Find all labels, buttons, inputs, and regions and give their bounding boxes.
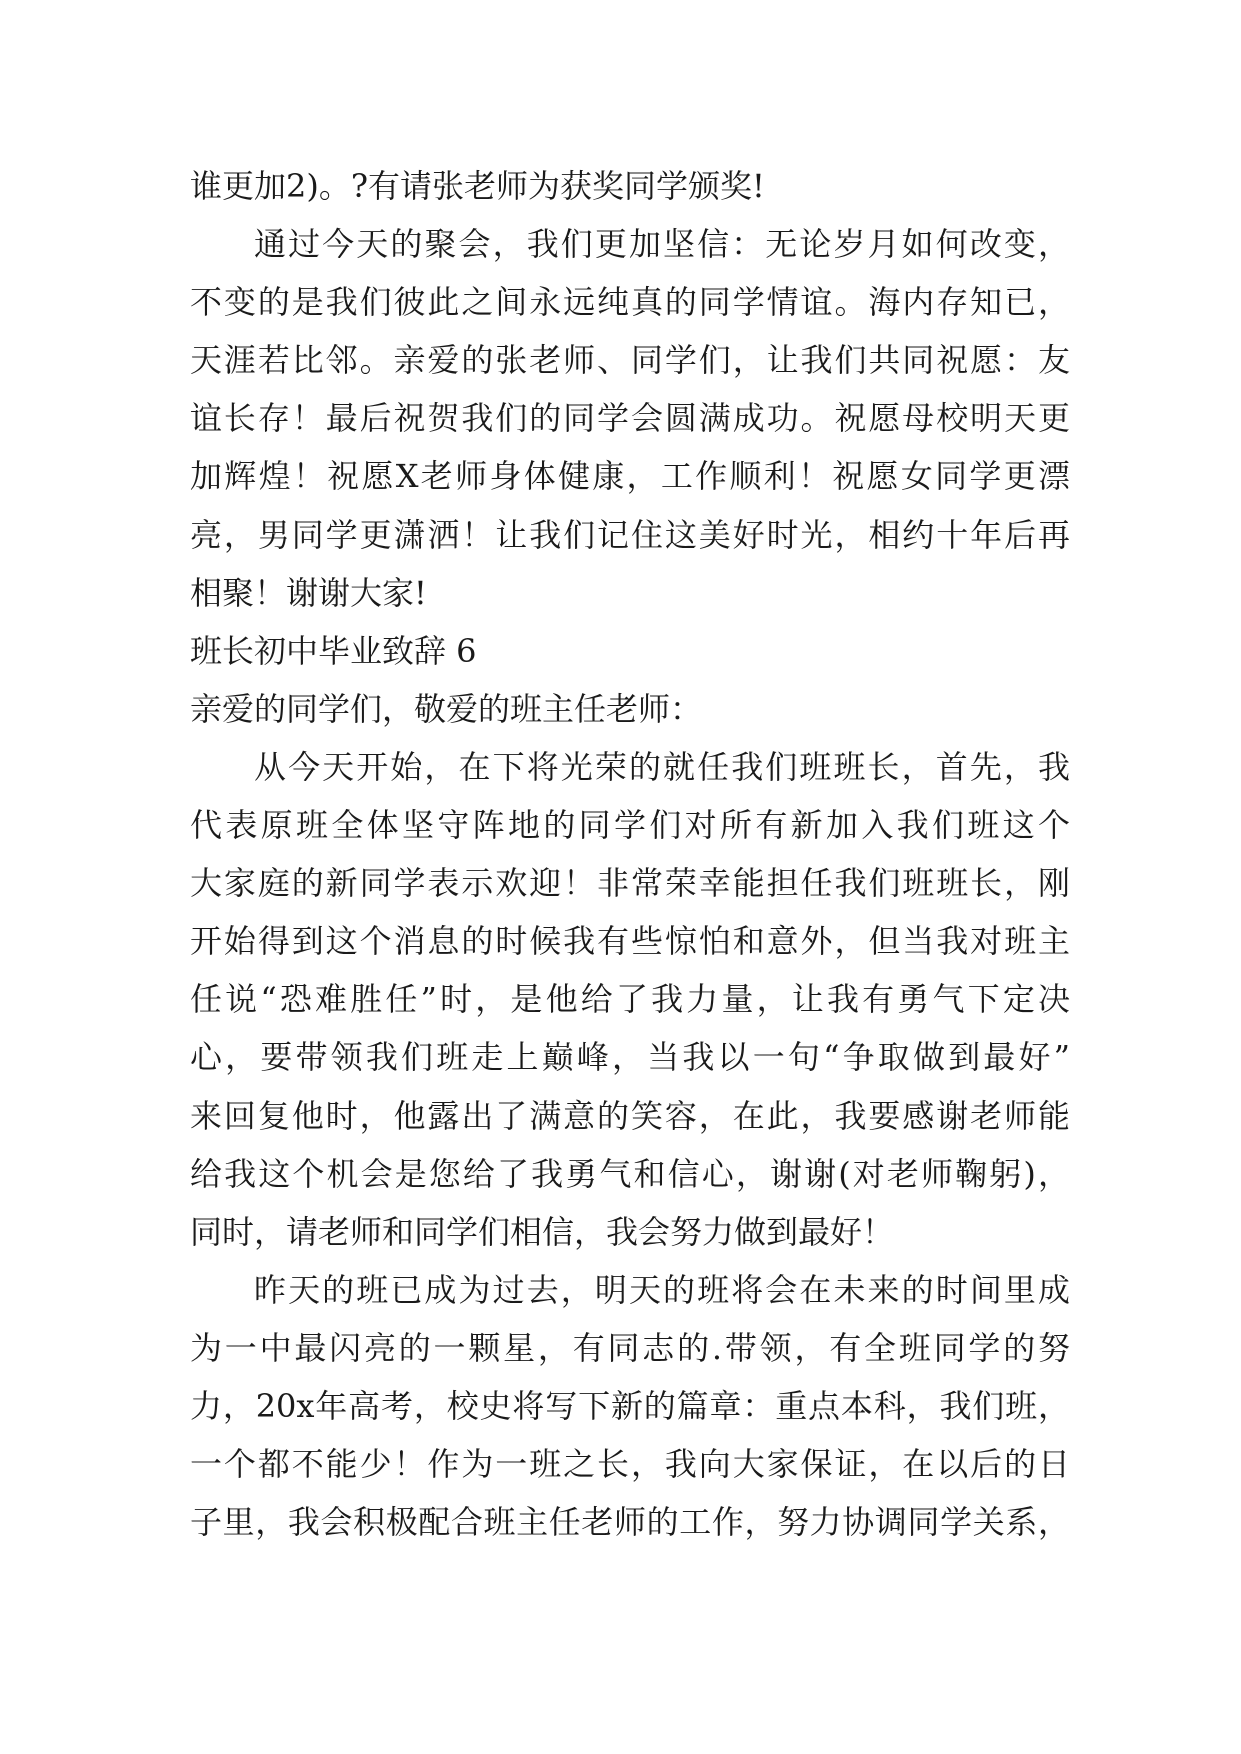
text-line: 亮，男同学更潇洒！让我们记住这美好时光，相约十年后再	[190, 515, 1070, 554]
text-line: 昨天的班已成为过去，明天的班将会在未来的时间里成	[254, 1270, 1070, 1309]
text-line: 代表原班全体坚守阵地的同学们对所有新加入我们班这个	[190, 806, 1070, 845]
text-line: 从今天开始，在下将光荣的就任我们班班长，首先，我	[254, 747, 1070, 786]
section-heading: 班长初中毕业致辞 6	[190, 631, 477, 670]
text-line: 子里，我会积极配合班主任老师的工作，努力协调同学关系，	[190, 1503, 1070, 1542]
text-line: 一个都不能少！作为一班之长，我向大家保证，在以后的日	[190, 1445, 1070, 1484]
text-line: 同时，请老师和同学们相信，我会努力做到最好！	[190, 1212, 895, 1251]
text-line: 心，要带领我们班走上巅峰，当我以一句“争取做到最好”	[190, 1038, 1070, 1077]
text-line: 通过今天的聚会，我们更加坚信：无论岁月如何改变，	[254, 225, 1070, 264]
text-line: 天涯若比邻。亲爱的张老师、同学们，让我们共同祝愿：友	[190, 341, 1070, 380]
text-line: 开始得到这个消息的时候我有些惊怕和意外，但当我对班主	[190, 922, 1070, 961]
text-line: 加辉煌！祝愿X老师身体健康，工作顺利！祝愿女同学更漂	[190, 457, 1070, 496]
text-line: 来回复他时，他露出了满意的笑容，在此，我要感谢老师能	[190, 1096, 1070, 1135]
text-line: 为一中最闪亮的一颗星，有同志的.带领，有全班同学的努	[190, 1328, 1070, 1367]
text-line: 相聚！谢谢大家!	[190, 573, 427, 612]
text-line: 不变的是我们彼此之间永远纯真的同学情谊。海内存知已，	[190, 283, 1070, 322]
text-line: 大家庭的新同学表示欢迎！非常荣幸能担任我们班班长，刚	[190, 864, 1070, 903]
salutation: 亲爱的同学们，敬爱的班主任老师：	[190, 689, 703, 728]
text-line: 任说“恐难胜任”时，是他给了我力量，让我有勇气下定决	[190, 980, 1070, 1019]
text-line: 谁更加2)。?有请张老师为获奖同学颁奖!	[190, 167, 765, 205]
text-line: 谊长存！最后祝贺我们的同学会圆满成功。祝愿母校明天更	[190, 399, 1070, 438]
text-line: 力，20x年高考，校史将写下新的篇章：重点本科，我们班，	[190, 1386, 1070, 1425]
text-line: 给我这个机会是您给了我勇气和信心，谢谢(对老师鞠躬)，	[190, 1154, 1070, 1193]
document-body	[190, 157, 1070, 1551]
